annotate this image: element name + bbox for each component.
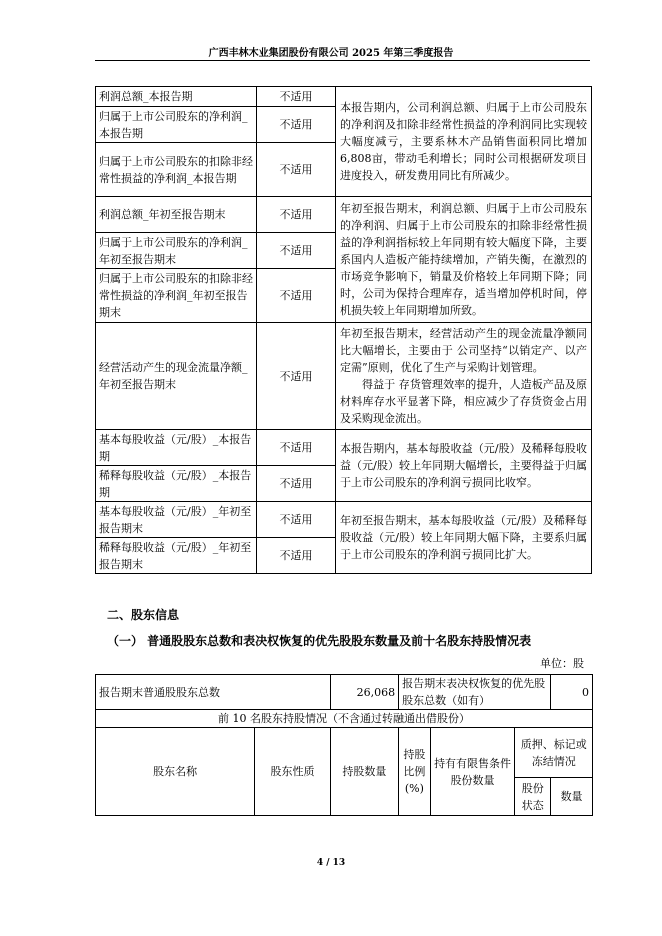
value-cell: 不适用 bbox=[257, 233, 336, 269]
shareholder-table bbox=[95, 674, 593, 816]
value-cell: 不适用 bbox=[257, 430, 336, 466]
page-number: 4 / 13 bbox=[316, 858, 346, 868]
col-nature: 股东性质 bbox=[255, 728, 331, 816]
item-cell: 归属于上市公司股东的扣除非经常性损益的净利润_本报告期 bbox=[96, 143, 257, 197]
item-cell: 归属于上市公司股东的净利润_本报告期 bbox=[96, 107, 257, 143]
table-row bbox=[96, 197, 592, 233]
value-cell: 不适用 bbox=[257, 538, 336, 574]
col-status: 股份状态 bbox=[515, 778, 551, 816]
subsection-title: （一） 普通股股东总数和表决权恢复的优先股股东数量及前十名股东持股情况表 bbox=[107, 634, 532, 648]
reason-cell: 年初至报告期末，利润总额、归属于上市公司股东的净利润、归属于上市公司股东的扣除非经常性损益的净利润指标较上年同期有较大幅度下降，主要系国内人造板产能持续增加，产销失衡，在激烈的市场竞争影响下，销量及价格较上年同期下降；同时，公司为保持合理库存，适当增加停机时间，停机损失较上年同期增加所致。 bbox=[336, 197, 592, 323]
reason-cell bbox=[336, 323, 592, 430]
value-cell: 不适用 bbox=[257, 502, 336, 538]
reason-cell: 本报告期内，公司利润总额、归属于上市公司股东的净利润及扣除非经常性损益的净利润同比实现较大幅度减亏，主要系林木产品销售面积同比增加6,808亩，带动毛利增长；同时公司根据研发项目进度投入，研发费用同比有所减少。 bbox=[336, 87, 592, 197]
table-row bbox=[96, 675, 593, 710]
value-cell: 不适用 bbox=[257, 269, 336, 323]
item-cell: 基本每股收益（元/股）_本报告期 bbox=[96, 430, 257, 466]
item-cell: 归属于上市公司股东的扣除非经常性损益的净利润_年初至报告期末 bbox=[96, 269, 257, 323]
top10-caption: 前 10 名股东持股情况（不含通过转融通出借股份） bbox=[96, 710, 593, 728]
preferred-shareholders-value: 0 bbox=[551, 675, 593, 710]
section-title: 二、股东信息 bbox=[107, 608, 180, 622]
preferred-shareholders-label: 报告期末表决权恢复的优先股股东总数（如有） bbox=[399, 675, 551, 710]
item-cell: 稀释每股收益（元/股）_本报告期 bbox=[96, 466, 257, 502]
item-cell: 基本每股收益（元/股）_年初至报告期末 bbox=[96, 502, 257, 538]
table-row bbox=[96, 502, 592, 538]
unit-label: 单位：股 bbox=[540, 657, 584, 670]
value-cell: 不适用 bbox=[257, 323, 336, 430]
header-rule bbox=[95, 60, 590, 61]
reason-cell: 本报告期内，基本每股收益（元/股）及稀释每股收益（元/股）较上年同期大幅增长，主要得益于归属于上市公司股东的净利润亏损同比收窄。 bbox=[336, 430, 592, 502]
change-reason-table bbox=[95, 86, 592, 574]
item-cell: 利润总额_年初至报告期末 bbox=[96, 197, 257, 233]
table-row bbox=[96, 87, 592, 107]
reason-paragraph: 年初至报告期末，经营活动产生的现金流量净额同比大幅增长，主要由于 公司坚持“以销定产、以产定需”原则，优化了生产与采购计划管理。 bbox=[340, 327, 587, 374]
value-cell: 不适用 bbox=[257, 143, 336, 197]
table-row bbox=[96, 710, 593, 728]
item-cell: 稀释每股收益（元/股）_年初至报告期末 bbox=[96, 538, 257, 574]
value-cell: 不适用 bbox=[257, 107, 336, 143]
table-row bbox=[96, 728, 593, 778]
reason-paragraph: 得益于 存货管理效率的提升，人造板产品及原材料库存水平显著下降，相应减少了存货资金占用及采购现金流出。 bbox=[340, 378, 587, 425]
reason-cell: 年初至报告期末，基本每股收益（元/股）及稀释每股收益（元/股）较上年同期大幅下降，主要系归属于上市公司股东的净利润亏损同比扩大。 bbox=[336, 502, 592, 574]
value-cell: 不适用 bbox=[257, 87, 336, 107]
total-shareholders-value: 26,068 bbox=[330, 675, 398, 710]
value-cell: 不适用 bbox=[257, 466, 336, 502]
total-shareholders-label: 报告期末普通股股东总数 bbox=[96, 675, 331, 710]
table-row bbox=[96, 430, 592, 466]
col-restricted: 持有有限售条件股份数量 bbox=[430, 728, 515, 816]
page-header: 广西丰林木业集团股份有限公司 2025 年第三季度报告 bbox=[208, 48, 454, 59]
item-cell: 利润总额_本报告期 bbox=[96, 87, 257, 107]
col-ratio: 持股比例(%) bbox=[399, 728, 431, 816]
col-name: 股东名称 bbox=[96, 728, 255, 816]
col-pledge: 质押、标记或冻结情况 bbox=[515, 728, 593, 778]
col-qty: 数量 bbox=[551, 778, 593, 816]
item-cell: 经营活动产生的现金流量净额_年初至报告期末 bbox=[96, 323, 257, 430]
item-cell: 归属于上市公司股东的净利润_年初至报告期末 bbox=[96, 233, 257, 269]
value-cell: 不适用 bbox=[257, 197, 336, 233]
table-row bbox=[96, 323, 592, 430]
col-shares: 持股数量 bbox=[330, 728, 398, 816]
